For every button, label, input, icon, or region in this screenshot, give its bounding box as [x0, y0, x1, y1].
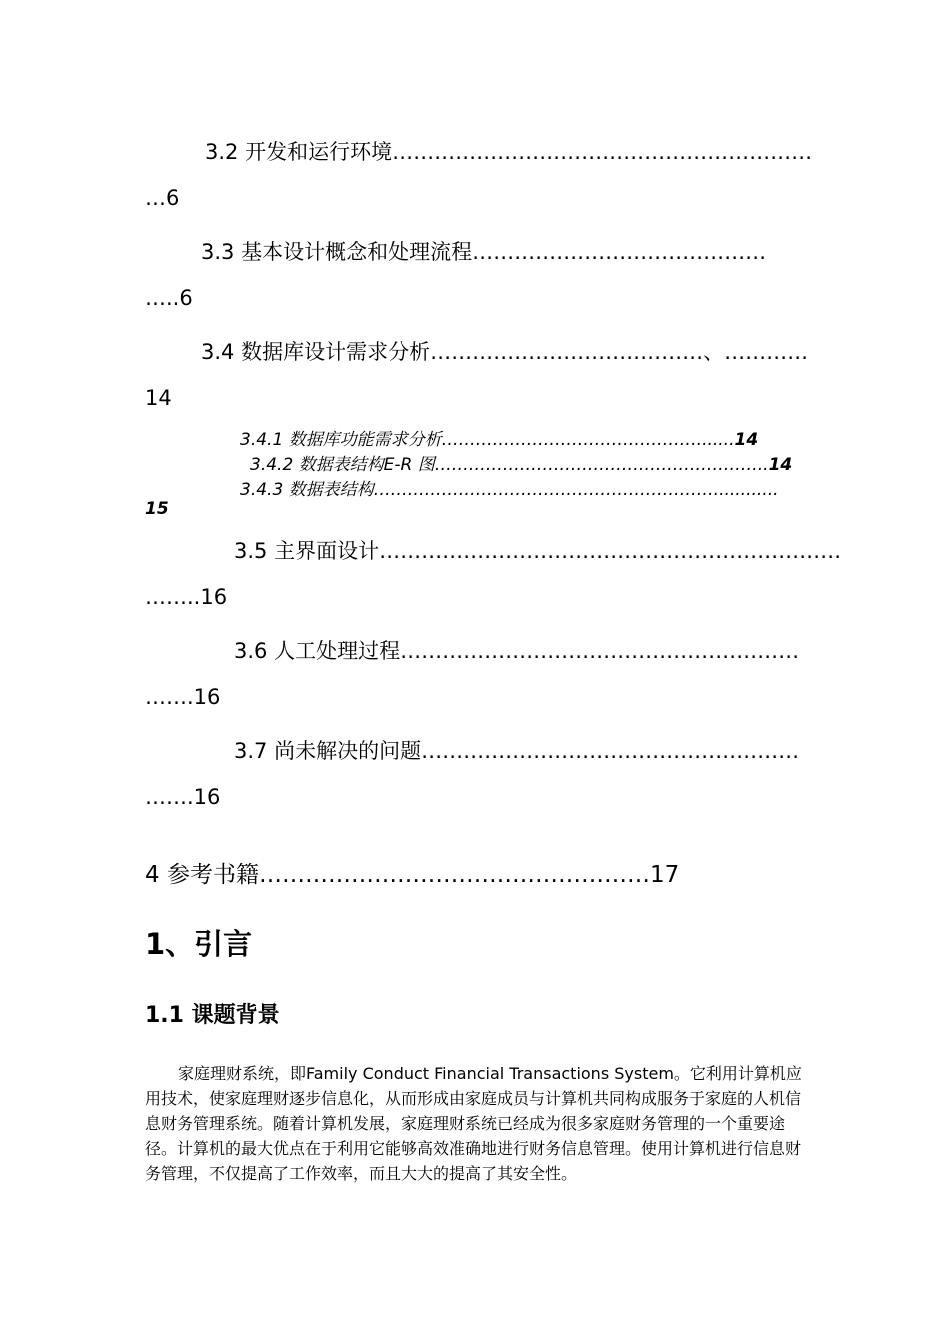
toc-subentry-3-4-1: 3.4.1 数据库功能需求分析……………………………………….......14: [240, 430, 759, 450]
toc-entry-3-4: 3.4 数据库设计需求分析…………………………………、…………: [201, 340, 809, 364]
toc-entry-3-3: 3.3 基本设计概念和处理流程……………………………………: [201, 240, 767, 264]
toc-subentry-3-4-3: 3.4.3 数据表结构……………………………………………………............: [240, 480, 779, 500]
toc-subentry-3-4-2: 3.4.2 数据表结构E-R 图…………………………………………………..14: [250, 455, 793, 475]
subsection-heading-background: 1.1 课题背景: [145, 1003, 280, 1028]
toc-subpage-3-4-3: 15: [145, 499, 169, 519]
toc-page-3-4: 14: [145, 386, 172, 410]
section-heading-introduction: 1、引言: [145, 927, 253, 961]
toc-page-3-5: ……..16: [145, 585, 228, 609]
toc-entry-3-5: 3.5 主界面设计…………………………………………………………: [234, 539, 842, 563]
toc-page-3-3: …..6: [145, 286, 193, 310]
toc-page-3-2: …6: [145, 186, 180, 210]
toc-entry-3-2: 3.2 开发和运行环境……………………………………………………: [205, 140, 813, 164]
toc-page-3-6: …….16: [145, 685, 221, 709]
toc-entry-4-references: 4 参考书籍……………………………………………17: [145, 862, 680, 888]
toc-page-3-7: …….16: [145, 785, 221, 809]
toc-entry-3-7: 3.7 尚未解决的问题………………………………………………: [234, 739, 800, 763]
body-paragraph: 家庭理财系统，即Family Conduct Financial Transactions System。它利用计算机应用技术，使家庭理财逐步信息化，从而形成由家庭成员与计算机共同构成服务于家庭的人机信息财务管理系统。随着计算机发展，家庭理财系统已经成为很多家庭财务管理的一个重要途径。计算机的最大优点在于利用它能够高效准确地进行财务信息管理。使用计算机进行信息财务管理，不仅提高了工作效率，而且大大的提高了其安全性。: [145, 1064, 802, 1183]
toc-entry-3-6: 3.6 人工处理过程…………………………………………………: [234, 639, 800, 663]
